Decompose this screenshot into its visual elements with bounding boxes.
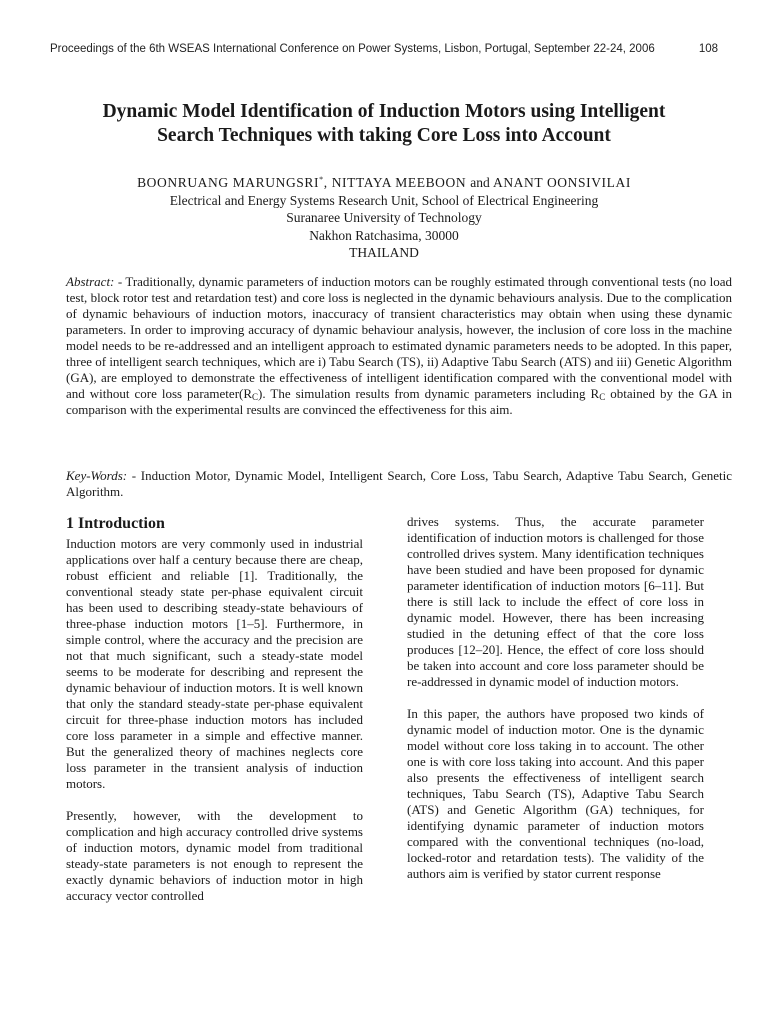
title-line-1: Dynamic Model Identification of Induction Motors using Intelligent <box>102 101 666 122</box>
section-heading-introduction: 1 Introduction <box>66 515 165 532</box>
university: Suranaree University of Technology <box>286 210 482 225</box>
abstract-text-a: - Traditionally, dynamic parameters of induction motors can be roughly estimated through conventional tests (no load test, block rotor test and retardation test) and core loss is neglected in the dynamic behaviours analysis. Due to the complication of dynamic behaviours of induction motors, inaccuracy of transient characteristics may obtain when using these dynamic parameters. In order to improving accuracy of dynamic behaviour analysis, however, the inclusion of core loss in the machine model needs to be re-addressed and an intelligent approach to estimated dynamic parameters needs to be adopted. In this paper, three of intelligent search techniques, which are i) Tabu Search (TS), ii) Adaptive Tabu Search (ATS) and iii) Genetic Algorithm (GA), are employed to demonstrate the effectiveness of intelligent identification compared with the conventional model with and without core loss parameter(R <box>66 274 732 401</box>
paper-title <box>40 100 728 148</box>
author-1: BOONRUANG MARUNGSRI <box>137 175 320 190</box>
abstract-label: Abstract: <box>66 274 115 289</box>
author-names <box>40 174 728 192</box>
author-3: ANANT OONSIVILAI <box>492 175 631 190</box>
author-block <box>40 174 728 262</box>
page-number: 108 <box>698 43 718 55</box>
keywords-text: - Induction Motor, Dynamic Model, Intelligent Search, Core Loss, Tabu Search, Adaptive Tabu Search, Genetic Algorithm. <box>66 468 732 499</box>
intro-paragraph-4: In this paper, the authors have proposed two kinds of dynamic model of induction motor. One is the dynamic model without core loss taking in to account. The other one is with core loss taking into account. And this paper also presents the effectiveness of intelligent search techniques, Tabu Search (TS), Adaptive Tabu Search (ATS) and Genetic Algorithm (GA) techniques, for identifying dynamic parameter of induction motors compared with the conventional techniques (no-load, locked-rotor and retardation tests). The validity of the authors aim is verified by stator current response <box>407 706 704 881</box>
conference-citation: Proceedings of the 6th WSEAS International Conference on Power Systems, Lisbon, Portugal, September 22-24, 2006 <box>50 43 655 55</box>
title-line-2: Search Techniques with taking Core Loss into Account <box>157 125 611 146</box>
author-separator: , <box>323 175 328 190</box>
running-header <box>50 43 718 55</box>
abstract-text-b: ). The simulation results from dynamic parameters including R <box>258 386 600 401</box>
city: Nakhon Ratchasima, 30000 <box>309 227 459 243</box>
abstract <box>66 274 732 418</box>
right-column <box>407 514 704 882</box>
author-conjunction: and <box>470 175 490 190</box>
keywords-label: Key-Words: <box>66 468 128 483</box>
rc-subscript-2: C <box>599 392 606 402</box>
intro-paragraph-1: Induction motors are very commonly used in industrial applications over half a century because there are cheap, robust efficient and reliable [1]. Traditionally, the conventional steady state per-phase equivalent circuit has been used to describing steady-state behaviours of three-phase induction motors [1–5]. Furthermore, in simple control, where the accuracy and the precision are not that much significant, such a steady-state model seems to be moderate for describing and represent the dynamic behaviour of induction motors. It is well known that only the standard steady-state per-phase equivalent circuit for three-phase induction motors has included core loss parameter in a simple and effective manner. But the generalized theory of machines neglects core loss parameter in the transient analysis of induction motors. <box>66 536 363 791</box>
left-column <box>66 514 363 904</box>
corresponding-author-mark: * <box>319 175 324 184</box>
country: THAILAND <box>349 245 419 260</box>
affiliation: Electrical and Energy Systems Research Unit, School of Electrical Engineering <box>169 192 599 208</box>
intro-paragraph-2: Presently, however, with the development to complication and high accuracy controlled drive systems of induction motors, dynamic model from traditional steady-state parameters is not enough to represent the exactly dynamic behaviors of induction motor in high accuracy vector controlled <box>66 808 363 903</box>
abstract-text-c: obtained by the GA in comparison with the experimental results are convinced the effectiveness for this aim. <box>66 386 732 417</box>
author-2: NITTAYA MEEBOON <box>331 175 467 190</box>
keywords <box>66 468 732 500</box>
rc-subscript-1: C <box>252 392 259 402</box>
intro-paragraph-3: drives systems. Thus, the accurate parameter identification of induction motors is challenged for those controlled drives system. Many identification techniques have been studied and have been proposed for dynamic parameter identification of induction motors [6–11]. But there is still lack to include the effect of core loss in dynamic model. However, there has been increasing studied in the detuning effect of that the core loss produces [12–20]. Hence, the effect of core loss should be taken into account and core loss parameter should be re-addressed in dynamic model of induction motors. <box>407 514 704 689</box>
